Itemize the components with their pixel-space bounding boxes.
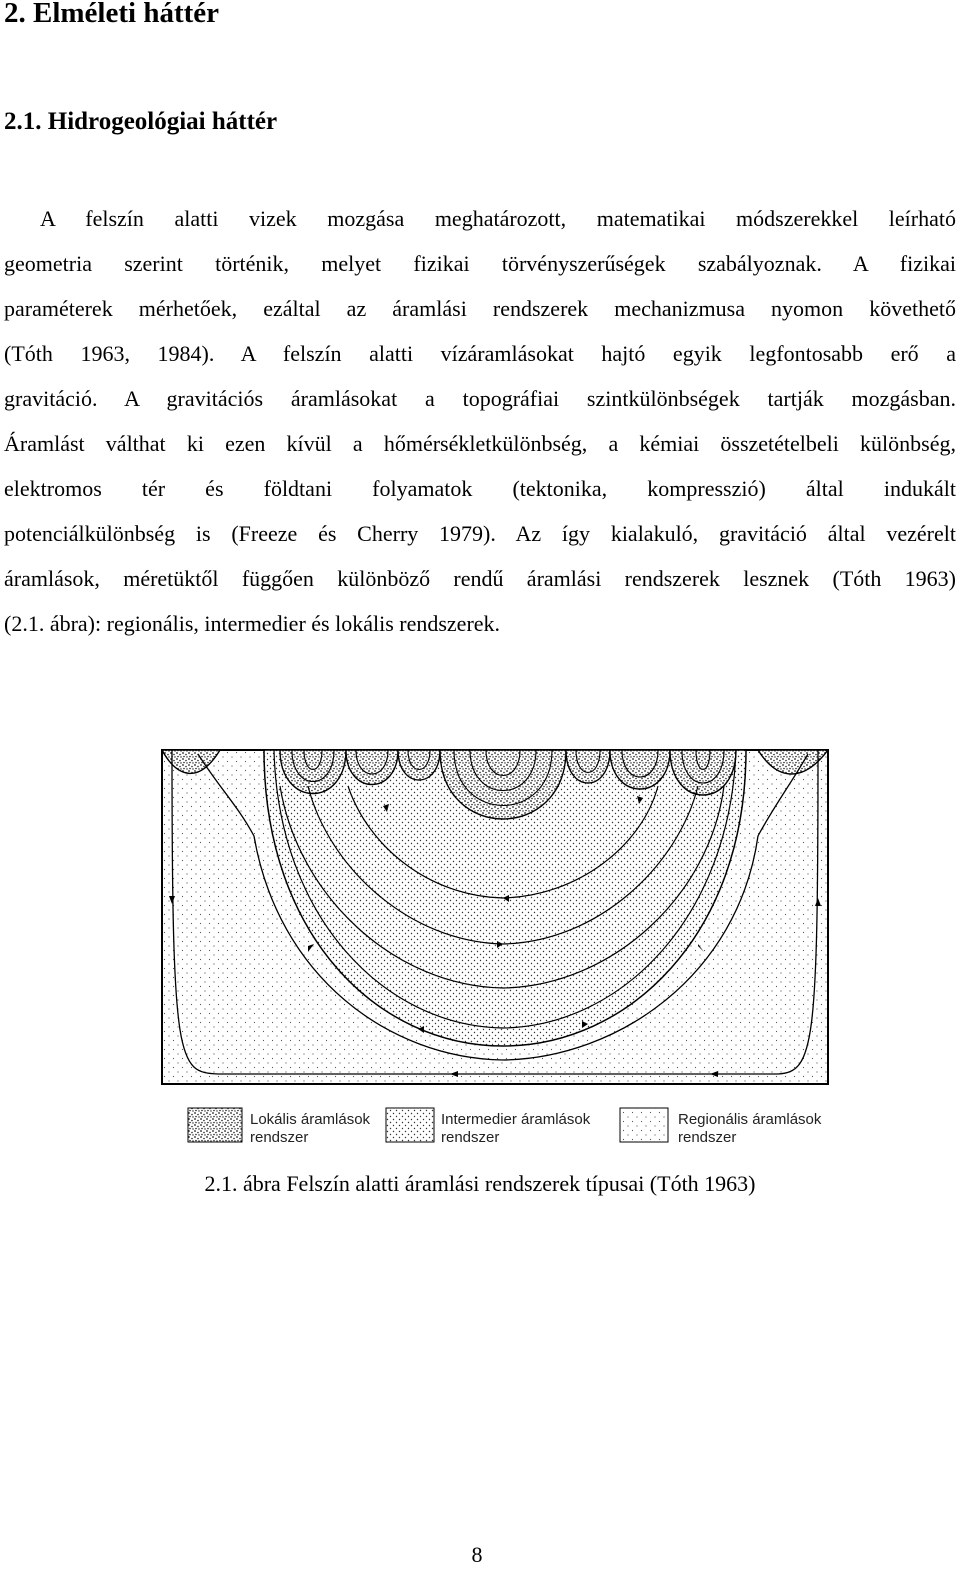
- legend-label-regional-2: rendszer: [678, 1129, 737, 1146]
- legend-swatch-regional: [620, 1108, 668, 1142]
- paragraph-line: (2.1. ábra): regionális, intermedier és lokális rendszerek.: [4, 611, 501, 636]
- paragraph-line: elektromos tér és földtani folyamatok (tektonika, kompresszió) által indukált: [4, 476, 956, 501]
- legend-label-local-2: rendszer: [250, 1129, 309, 1146]
- paragraph-line: paraméterek mérhetőek, ezáltal az áramlási rendszerek mechanizmusa nyomon követhető: [4, 296, 956, 321]
- figure-caption: 2.1. ábra Felszín alatti áramlási rendszerek típusai (Tóth 1963): [204, 1171, 756, 1196]
- page-number: 8: [471, 1542, 483, 1567]
- paragraph-line: geometria szerint történik, melyet fizikai törvényszerűségek szabályoznak. A fizikai: [4, 251, 956, 276]
- legend: [188, 1108, 822, 1146]
- chapter-title: 2. Elméleti háttér: [4, 0, 220, 29]
- paragraph-line: gravitáció. A gravitációs áramlásokat a topográfiai szintkülönbségek tartják mozgásban.: [4, 386, 956, 411]
- paragraph-line: áramlások, méretüktől függően különböző rendű áramlási rendszerek lesznek (Tóth 1963): [4, 566, 956, 591]
- section-title: 2.1. Hidrogeológiai háttér: [4, 108, 278, 135]
- legend-swatch-local: [188, 1108, 242, 1142]
- flow-systems-figure: [158, 746, 838, 1158]
- paragraph-line: Áramlást válthat ki ezen kívül a hőmérsékletkülönbség, a kémiai összetételbeli különbség,: [4, 431, 956, 456]
- paragraph-line: potenciálkülönbség is (Freeze és Cherry 1979). Az így kialakuló, gravitáció által vezérelt: [4, 521, 956, 546]
- paragraph-line: A felszín alatti vizek mozgása meghatározott, matematikai módszerekkel leírható: [40, 206, 956, 231]
- legend-swatch-intermediate: [386, 1108, 434, 1142]
- legend-label-regional: Regionális áramlások: [678, 1111, 822, 1128]
- legend-label-local: Lokális áramlások: [250, 1111, 371, 1128]
- legend-label-intermediate-2: rendszer: [441, 1129, 500, 1146]
- body-paragraph: [4, 196, 956, 646]
- paragraph-line: (Tóth 1963, 1984). A felszín alatti vízáramlásokat hajtó egyik legfontosabb erő a: [4, 341, 956, 366]
- legend-label-intermediate: Intermedier áramlások: [441, 1111, 591, 1128]
